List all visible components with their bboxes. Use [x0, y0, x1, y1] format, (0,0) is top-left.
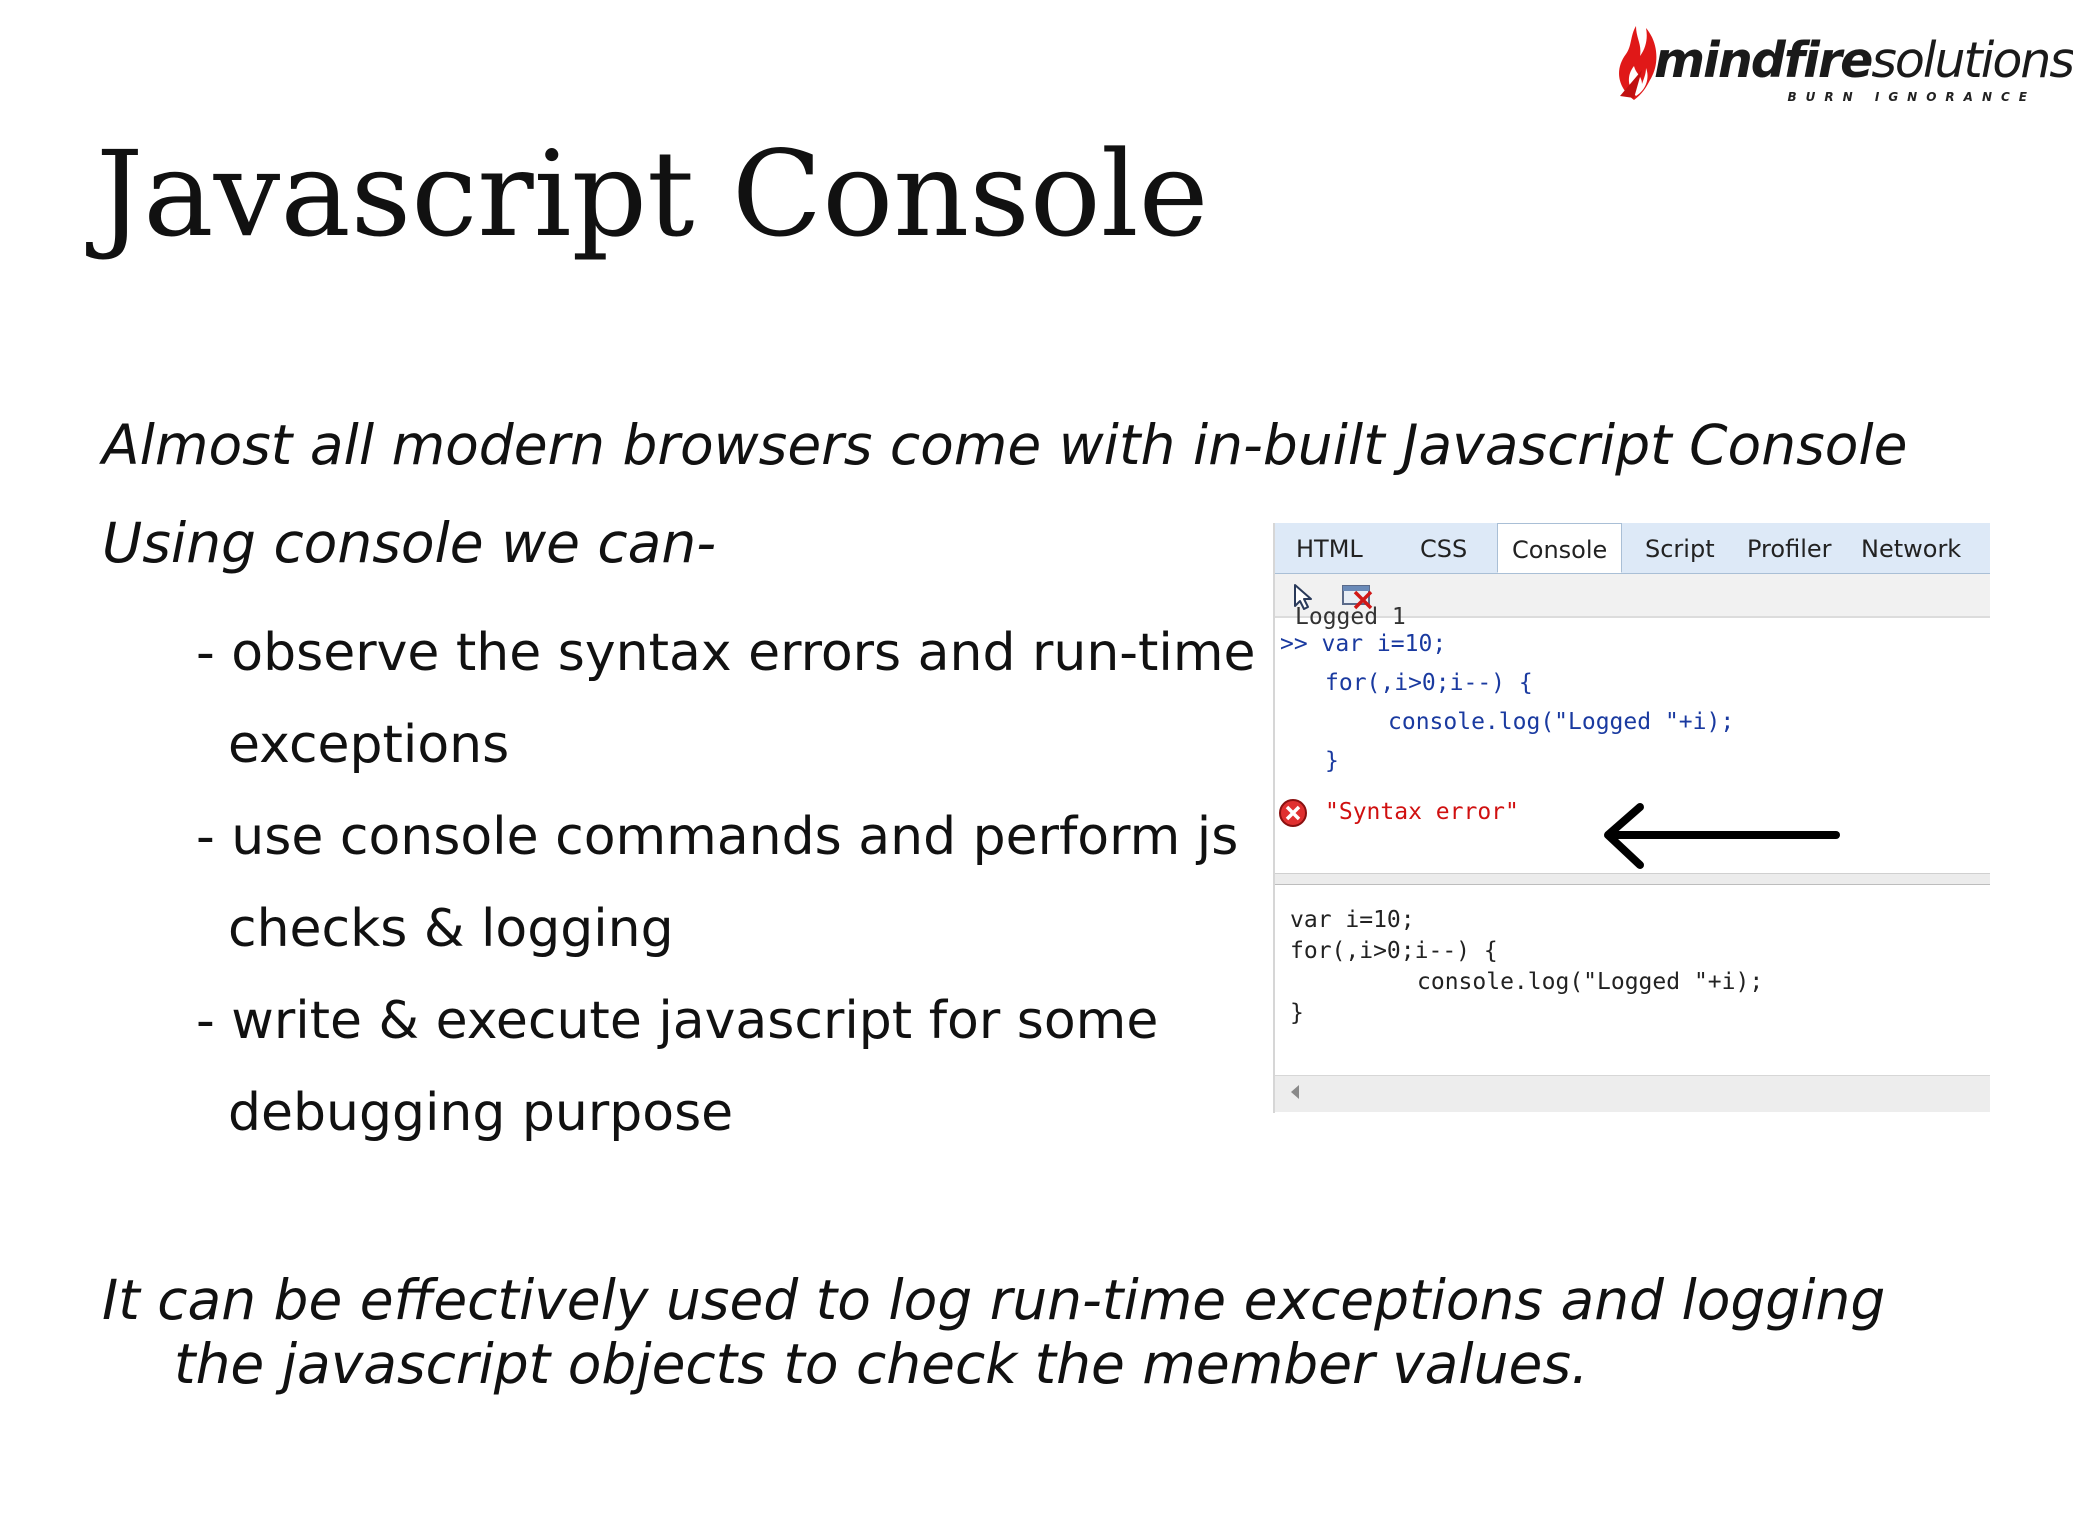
closing-line-2: the javascript objects to check the member values. [174, 1332, 1589, 1396]
console-divider[interactable] [1275, 873, 1990, 885]
tab-network[interactable]: Network [1861, 535, 1962, 563]
logo-wordmark [1654, 32, 2073, 89]
bullet-3-line-2: debugging purpose [228, 1083, 734, 1143]
closing-line-1: It can be effectively used to log run-time exceptions and logging [102, 1268, 1886, 1332]
using-text: Using console we can- [102, 511, 717, 575]
console-command-line-4: } [1325, 748, 1339, 774]
scroll-left-icon[interactable] [1291, 1085, 1299, 1099]
bullet-3-line-1: - write & execute javascript for some [196, 991, 1159, 1051]
mindfire-logo [1612, 8, 2073, 108]
bullet-1-line-1: - observe the syntax errors and run-time [196, 623, 1256, 683]
tab-css[interactable]: CSS [1420, 535, 1468, 563]
bullet-2-line-2: checks & logging [228, 899, 674, 959]
horizontal-scrollbar[interactable] [1275, 1075, 1990, 1112]
console-log-line-cut: Logged 1 [1295, 604, 1406, 630]
devtools-screenshot [1273, 523, 1990, 1113]
left-arrow-annotation [1600, 801, 1840, 873]
intro-text: Almost all modern browsers come with in-built Javascript Console [102, 413, 1908, 477]
slide-title: Javascript Console [96, 125, 1209, 263]
closing-text [102, 1268, 2002, 1396]
console-command-line-2: for(,i>0;i--) { [1325, 670, 1533, 696]
console-output [1275, 604, 1990, 794]
command-editor[interactable] [1275, 885, 1990, 1055]
error-message: "Syntax error" [1325, 799, 1519, 825]
logo-word-bold: mindfire [1654, 32, 1872, 89]
tab-script[interactable]: Script [1645, 535, 1715, 563]
bullet-2-line-1: - use console commands and perform js [196, 807, 1239, 867]
tab-html[interactable]: HTML [1296, 535, 1363, 563]
logo-tagline: BURN IGNORANCE [1787, 90, 2036, 104]
error-icon [1278, 798, 1308, 828]
tab-profiler[interactable]: Profiler [1747, 535, 1832, 563]
console-command-line-3: console.log("Logged "+i); [1388, 709, 1735, 735]
editor-line-2: for(,i>0;i--) { [1290, 938, 1498, 964]
bullet-list [196, 607, 1256, 1159]
editor-line-1: var i=10; [1290, 907, 1415, 933]
devtools-tab-bar [1275, 523, 1990, 574]
bullet-1-line-2: exceptions [228, 715, 510, 775]
tab-console[interactable]: Console [1497, 523, 1622, 573]
logo-word-light: solutions [1871, 32, 2073, 89]
editor-line-3: console.log("Logged "+i); [1417, 969, 1764, 995]
console-command-line-1: >> var i=10; [1280, 631, 1447, 657]
editor-line-4: } [1290, 1000, 1304, 1026]
